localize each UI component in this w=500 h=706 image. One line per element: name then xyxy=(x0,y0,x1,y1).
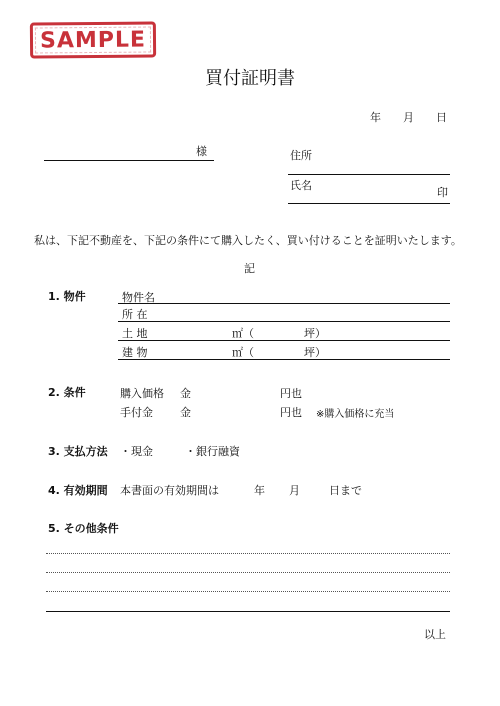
closing-label: 以上 xyxy=(424,628,446,641)
other-conditions-line-2[interactable] xyxy=(46,572,450,573)
building-sqm-label: ㎡（ xyxy=(232,346,254,359)
building-line[interactable] xyxy=(118,359,450,360)
land-label: 土 地 xyxy=(122,327,148,340)
name-label: 氏名 xyxy=(290,179,312,192)
building-tsubo-label: 坪） xyxy=(304,346,326,359)
sample-stamp: SAMPLE xyxy=(30,21,156,58)
other-conditions-line-1[interactable] xyxy=(46,553,450,554)
validity-section-heading: 4. 有効期間 xyxy=(48,484,108,497)
property-name-line[interactable] xyxy=(118,303,450,304)
statement-text: 私は、下記不動産を、下記の条件にて購入したく、買い付けることを証明いたします。 xyxy=(34,234,462,247)
land-sqm-label: ㎡（ xyxy=(232,327,254,340)
ki-label: 記 xyxy=(244,262,255,275)
payment-option-cash[interactable]: ・現金 xyxy=(120,445,153,458)
deposit-kin-label: 金 xyxy=(180,406,191,419)
land-tsubo-label: 坪） xyxy=(304,327,326,340)
deposit-note: ※購入価格に充当 xyxy=(316,409,395,420)
other-conditions-bottom-rule xyxy=(46,611,450,612)
location-label: 所 在 xyxy=(122,308,148,321)
other-conditions-line-3[interactable] xyxy=(46,591,450,592)
property-name-label: 物件名 xyxy=(122,291,155,304)
price-yen-label: 円也 xyxy=(280,387,302,400)
deposit-yen-label: 円也 xyxy=(280,406,302,419)
location-line[interactable] xyxy=(118,321,450,322)
date-year-label: 年 xyxy=(370,111,381,124)
validity-until-label: 日まで xyxy=(329,484,362,497)
price-kin-label: 金 xyxy=(180,387,191,400)
payment-option-loan[interactable]: ・銀行融資 xyxy=(185,445,240,458)
address-label: 住所 xyxy=(290,149,312,162)
name-line[interactable] xyxy=(288,203,450,204)
price-label: 購入価格 xyxy=(120,387,164,400)
building-label: 建 物 xyxy=(122,346,148,359)
recipient-line[interactable] xyxy=(44,160,214,161)
validity-month-label: 月 xyxy=(289,484,300,497)
payment-section-heading: 3. 支払方法 xyxy=(48,445,108,458)
date-day-label: 日 xyxy=(436,111,447,124)
seal-label: 印 xyxy=(437,186,448,199)
document-title: 買付証明書 xyxy=(205,68,295,89)
recipient-suffix: 様 xyxy=(196,145,207,158)
land-line[interactable] xyxy=(118,340,450,341)
deposit-label: 手付金 xyxy=(120,406,153,419)
conditions-section-heading: 2. 条件 xyxy=(48,386,86,399)
address-line[interactable] xyxy=(288,174,450,175)
validity-year-label: 年 xyxy=(254,484,265,497)
validity-text: 本書面の有効期間は xyxy=(120,484,219,497)
property-section-heading: 1. 物件 xyxy=(48,290,86,303)
other-section-heading: 5. その他条件 xyxy=(48,522,119,535)
date-month-label: 月 xyxy=(403,111,414,124)
